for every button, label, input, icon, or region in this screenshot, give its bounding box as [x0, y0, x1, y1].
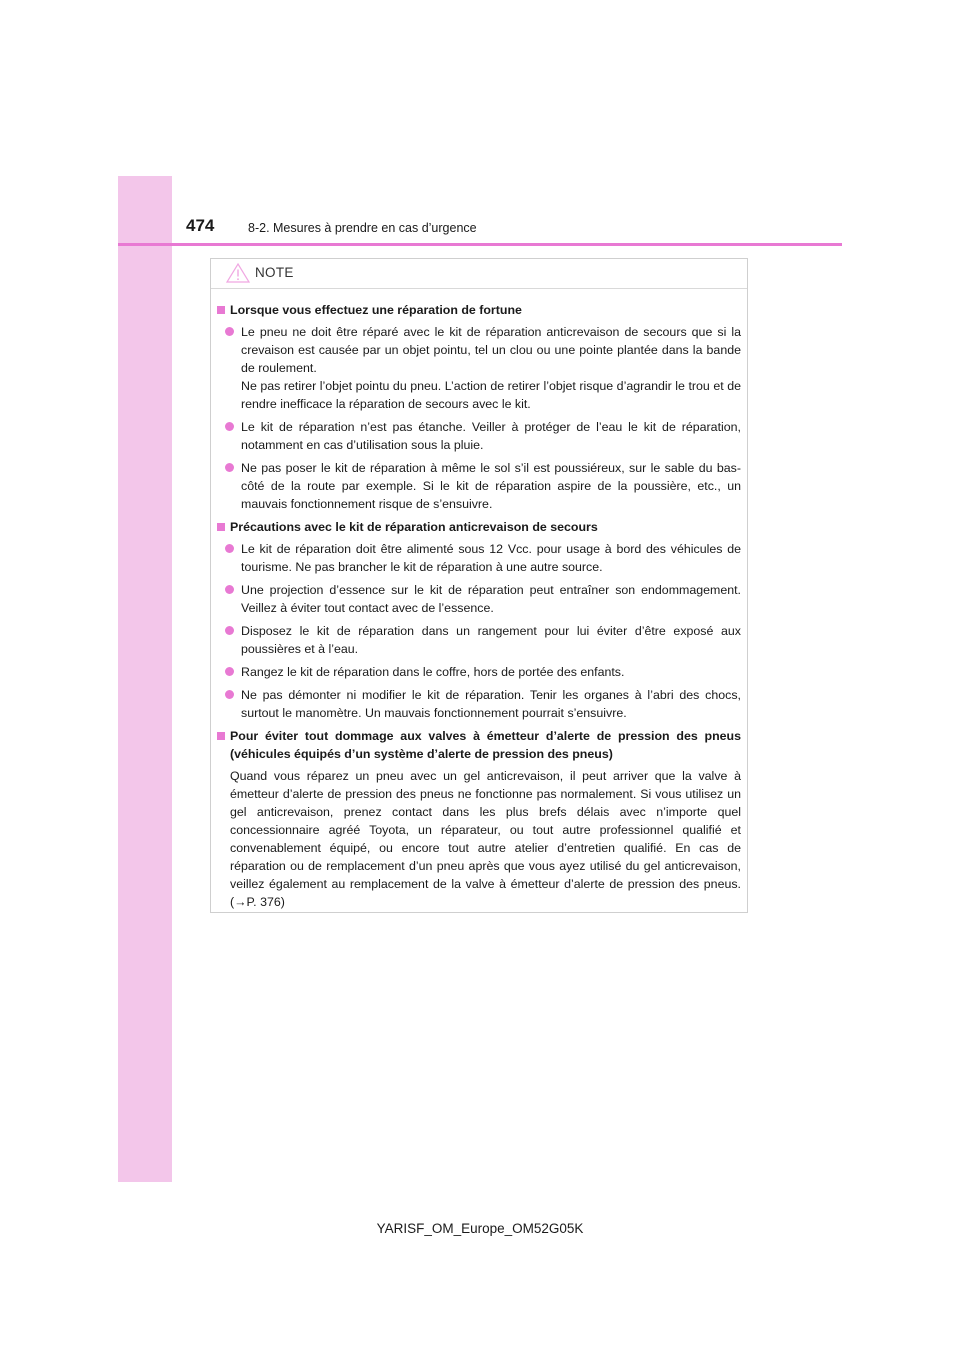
bullet-item	[217, 418, 741, 454]
bullet-text: Le kit de réparation doit être alimenté sous 12 Vcc. pour usage à bord des véhicules de tourisme. Ne pas brancher le kit de réparation à une autre source.	[241, 542, 741, 574]
bullet-text: Disposez le kit de réparation dans un rangement pour lui éviter d’être exposé aux poussières et à l’eau.	[241, 624, 741, 656]
bullet-text: Une projection d’essence sur le kit de réparation peut entraîner son endommagement. Veillez à éviter tout contact avec de l’essence.	[241, 583, 741, 615]
round-bullet-icon	[225, 667, 234, 676]
bullet-text: Rangez le kit de réparation dans le coffre, hors de portée des enfants.	[241, 665, 625, 679]
section-title: 8-2. Mesures à prendre en cas d’urgence	[248, 221, 477, 235]
square-bullet-icon	[217, 523, 225, 531]
round-bullet-icon	[225, 422, 234, 431]
bullet-item	[217, 581, 741, 617]
round-bullet-icon	[225, 585, 234, 594]
bullet-item	[217, 323, 741, 413]
note-header	[211, 259, 747, 289]
bullet-item	[217, 540, 741, 576]
section-paragraph: Quand vous réparez un pneu avec un gel anticrevaison, il peut arriver que la valve à émetteur d’alerte de pression des pneus ne fonctionne pas normalement. Si vous utilisez un gel anticrevaison, prenez contact dans les plus brefs délais avec n’importe quel concessionnaire agréé Toyota, un réparateur, ou tout autre professionnel qualifié et convenablement équipé, ou encore tout autre atelier d’entretien qualifié. En cas de réparation ou de remplacement d’un pneu après que vous ayez utilisé du gel anticrevaison, veillez également au remplacement de la valve à émetteur d’alerte de pression des pneus. (→P. 376)	[230, 769, 741, 909]
section-heading	[217, 727, 741, 763]
bullet-text: Ne pas poser le kit de réparation à même le sol s’il est poussiéreux, sur le sable du bas-côté de la route par exemple. Si le kit de réparation aspire de la poussière, etc., un mauvais fonctionnement risque de s’ensuivre.	[241, 461, 741, 511]
note-body	[211, 289, 747, 911]
square-bullet-icon	[217, 306, 225, 314]
chapter-sidebar-tab	[118, 176, 172, 1182]
bullet-text: Le pneu ne doit être réparé avec le kit de réparation anticrevaison de secours que si la crevaison est causée par un objet pointu, tel un clou ou une pointe plantée dans la bande de roulement.	[241, 325, 741, 375]
page-number: 474	[186, 216, 215, 235]
square-bullet-icon	[217, 732, 225, 740]
section-heading-text: Lorsque vous effectuez une réparation de fortune	[230, 303, 522, 317]
section-heading	[217, 518, 741, 536]
bullet-item	[217, 686, 741, 722]
section-heading-text: Pour éviter tout dommage aux valves à émetteur d’alerte de pression des pneus (véhicules équipés d’un système d’alerte de pression des pneus)	[230, 729, 741, 761]
bullet-text-continued: Ne pas retirer l’objet pointu du pneu. L’action de retirer l’objet risque d’agrandir le trou et de rendre inefficace la réparation de secours avec le kit.	[241, 379, 741, 411]
round-bullet-icon	[225, 626, 234, 635]
warning-triangle-icon	[226, 263, 250, 283]
round-bullet-icon	[225, 544, 234, 553]
note-label: NOTE	[255, 265, 294, 280]
bullet-text: Ne pas démonter ni modifier le kit de réparation. Tenir les organes à l’abri des chocs, surtout le manomètre. Un mauvais fonctionnement pourrait s’ensuivre.	[241, 688, 741, 720]
round-bullet-icon	[225, 463, 234, 472]
round-bullet-icon	[225, 327, 234, 336]
section-heading-text: Précautions avec le kit de réparation anticrevaison de secours	[230, 520, 598, 534]
round-bullet-icon	[225, 690, 234, 699]
bullet-text: Le kit de réparation n’est pas étanche. Veiller à protéger de l’eau le kit de réparation, notamment en cas d’utilisation sous la pluie.	[241, 420, 741, 452]
bullet-item	[217, 622, 741, 658]
document-id-footer: YARISF_OM_Europe_OM52G05K	[376, 1221, 584, 1236]
bullet-item	[217, 663, 741, 681]
header-divider	[118, 243, 842, 246]
note-box	[210, 258, 748, 913]
bullet-item	[217, 459, 741, 513]
section-heading	[217, 301, 741, 319]
